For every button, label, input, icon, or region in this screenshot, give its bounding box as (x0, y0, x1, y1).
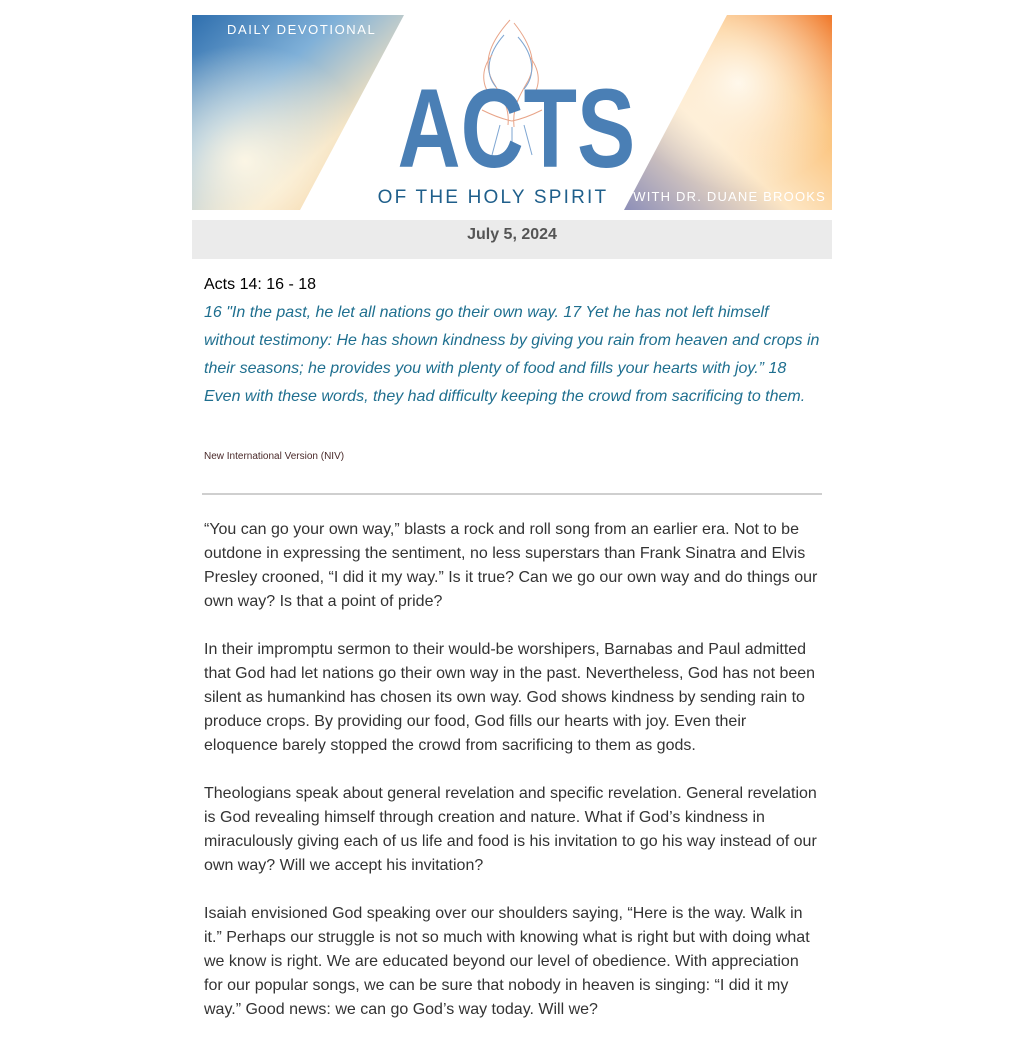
banner-author: WITH DR. DUANE BROOKS (633, 189, 826, 204)
banner-title: ACTS (397, 66, 636, 191)
devotional-content (192, 276, 832, 1022)
banner-subtitle: OF THE HOLY SPIRIT (377, 187, 609, 208)
paragraph: “You can go your own way,” blasts a rock and roll song from an earlier era. Not to be outdone in expressing the sentiment, no less superstars than Frank Sinatra and Elvis Presley crooned, “I did it my way.” Is it true? Can we go our own way and do things our own way? Is that a point of pride? (204, 521, 818, 610)
divider (202, 493, 822, 495)
date-bar: July 5, 2024 (192, 220, 832, 259)
paragraph: In their impromptu sermon to their would-be worshipers, Barnabas and Paul admitted that God had let nations go their own way in the past. Nevertheless, God has not been silent as humankind has chosen its own way. God shows kindness by sending rain to produce crops. By providing our food, God fills our hearts with joy. Even their eloquence barely stopped the crowd from sacrificing to them as gods. (204, 641, 816, 754)
scripture-reference: Acts 14: 16 - 18 (204, 276, 317, 293)
paragraph: Theologians speak about general revelation and specific revelation. General revelation is God revealing himself through creation and nature. What if God’s kindness in miraculously giving each of us life and food is his invitation to go his way instead of our own way? Will we accept his invitation? (204, 785, 817, 874)
banner-tag: DAILY DEVOTIONAL (227, 22, 377, 37)
scripture-text: 16 "In the past, he let all nations go their own way. 17 Yet he has not left himself without testimony: He has shown kindness by giving you rain from heaven and crops in their seasons; he provides you with plenty of food and fills your hearts with joy.” 18 Even with these words, they had difficulty keeping the crowd from sacrificing to them. (204, 304, 820, 405)
bible-version: New International Version (NIV) (204, 451, 345, 462)
devotional-banner (192, 15, 832, 210)
paragraph: Isaiah envisioned God speaking over our shoulders saying, “Here is the way. Walk in it.” Perhaps our struggle is not so much with knowing what is right but with doing what we know is right. We are educated beyond our level of obedience. With appreciation for our popular songs, we can be sure that nobody in heaven is singing: “I did it my way.” Good news: we can go God’s way today. Will we? (204, 905, 810, 1018)
devotional-body (204, 518, 820, 1022)
email-container (192, 15, 832, 1046)
